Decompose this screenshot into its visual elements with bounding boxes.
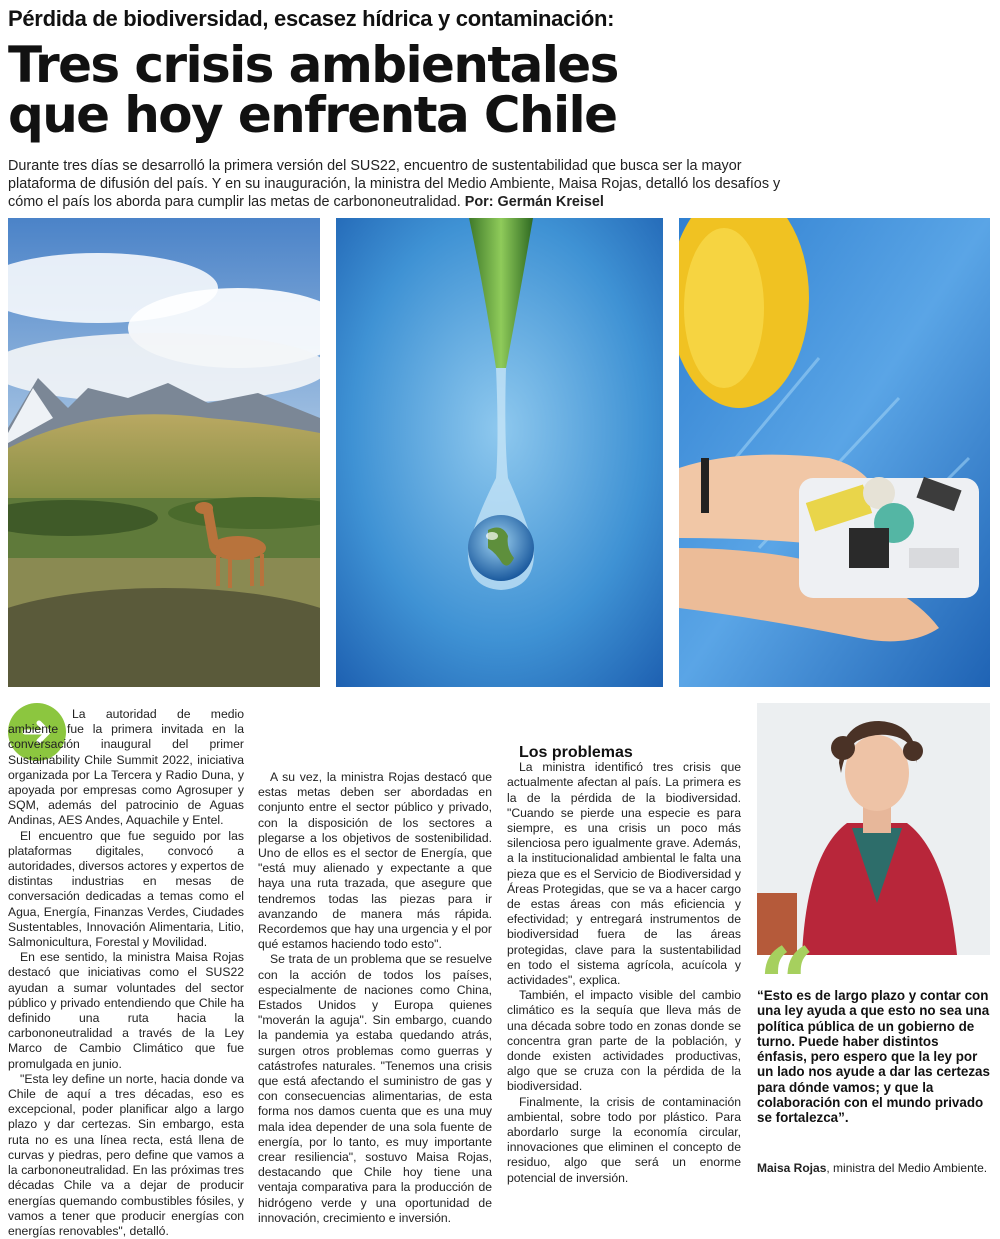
body-paragraph: El encuentro que fue seguido por las plataformas digitales, convocó a autoridades, diversos actores y expertos de distintas industrias en mesas de conversación dedicadas a temas como el Agua, Energía, Finanzas Verdes, Ciudades Sustentables, Innovación Alimentaria, Litio, Salmonicultura, Forestal y Movilidad. <box>8 828 244 950</box>
body-text: La autoridad de medio ambiente fue la primera invitada en la conversación inaugural del primer Sustainability Chile Summit 2022, iniciativa organizada por La Tercera y Radio Duna, y apoyada por empresas como Agrosuper y SQM, además del patrocinio de Aguas Andinas, AES Andes, Aquachile y Entel. <box>8 707 244 828</box>
portrait-photo <box>757 703 990 955</box>
headline-line-1: Tres crisis ambientales <box>8 36 618 94</box>
credit-role: , ministra del Medio Ambiente. <box>826 1161 988 1175</box>
body-paragraph: También, el impacto visible del cambio climático es la sequía que lleva más de una década sobre todo en zonas donde se concentra gran parte de la población, y donde existen actividades productivas, algo que se cruza con la pérdida de la biodiversidad. <box>507 988 741 1094</box>
byline: Por: Germán Kreisel <box>464 194 604 210</box>
headline-line-2: que hoy enfrenta Chile <box>8 86 617 144</box>
headline <box>8 36 808 144</box>
body-column-1 <box>8 707 244 1239</box>
body-paragraph: En ese sentido, la ministra Maisa Rojas destacó que iniciativas como el SUS22 ayudan a sumar voluntades del sector público y privado entendiendo que Chile ha definido una ruta hacia la carbononeutralidad a través de la Ley Marco de Cambio Climático que fue promulgada en junio. <box>8 950 244 1071</box>
body-column-2-content <box>258 770 492 1226</box>
lead-text: Durante tres días se desarrolló la primera versión del SUS22, encuentro de sustentabilidad que busca ser la mayor plataforma de difusión del país. Y en su inauguración, la ministra del Medio Ambiente, Maisa Rojas, detalló los desafíos y cómo el país los aborda para cumplir las metas de carbononeutralidad. <box>8 158 781 210</box>
hands-plastic-waste-image <box>679 218 990 687</box>
body-paragraph: Finalmente, la crisis de contaminación ambiental, sobre todo por plástico. Para abordarlo surge la economía circular, innovaciones que eliminen el concepto de residuo, algo que será un enorme potencial de inversión. <box>507 1094 741 1185</box>
body-column-3 <box>507 745 741 1186</box>
photo-plastic-hands <box>679 218 990 687</box>
water-drop-earth-image <box>336 218 663 687</box>
minister-portrait-image <box>757 703 990 955</box>
section-subhead: Los problemas <box>519 744 633 761</box>
quote-credit <box>757 1161 990 1176</box>
lead-paragraph <box>8 157 788 211</box>
credit-name: Maisa Rojas <box>757 1161 827 1175</box>
guanaco-landscape-image <box>8 218 320 687</box>
photo-water-drop <box>336 218 663 687</box>
body-paragraph: "Esta ley define un norte, hacia donde va Chile de aquí a tres décadas, eso es excepcional, poder planificar algo a largo plazo y dar certezas. Sin embargo, esta ruta no es una línea recta, está llena de curvas y piedras, pero define que vamos a la carbononeutralidad. En las próximas tres décadas Chile va a dejar de producir energías quemando combustibles fósiles, y vamos a tener que producir energías con energías renovables", detalló. <box>8 1071 244 1238</box>
quote-mark-icon: “ <box>758 926 816 1044</box>
pull-quote: “Esto es de largo plazo y contar con una ley ayuda a que esto no sea una política pública de un gobierno de turno. Puede haber distintos énfasis, pero espero que la ley por un lado nos ayude a dar las certezas para dónde vamos; y que la colaboración con el mundo privado se fortalezca”. <box>757 988 990 1126</box>
body-paragraph: La ministra identificó tres crisis que actualmente afectan al país. La primera es la de la pérdida de la biodiversidad. "Cuando se pierde una especie es para siempre, es una crisis un poco más silenciosa pero igualmente grave. Además, a la institucionalidad ambiental le falta una pieza que es el Servicio de Biodiversidad y Áreas Protegidas, que se va a hacer cargo de estas áreas con más eficiencia y efectividad; y entregará instrumentos de biodiversidad fuera de las áreas protegidas, clave para la sustentabilidad en todo el sistema agrícola, acuícola y actividades", explica. <box>507 760 741 988</box>
kicker: Pérdida de biodiversidad, escasez hídrica y contaminación: <box>8 6 615 31</box>
body-paragraph: A su vez, la ministra Rojas destacó que estas metas deben ser abordadas en conjunto entre el sector público y privado, con la disposición de los sectores a plegarse a los objetivos de sostenibilidad. Uno de ellos es el sector de Energía, que "está muy alienado y expectante a que haya una ruta trazada, que asegure que tendremos todas las piezas para ir avanzando de manera más rápida. Recordemos que hay una urgencia y el por qué estamos haciendo todo esto". <box>258 770 492 952</box>
photo-guanaco-landscape <box>8 218 320 687</box>
body-paragraph <box>8 707 244 829</box>
body-paragraph: Se trata de un problema que se resuelve con la acción de todos los países, especialmente de naciones como China, Estados Unidos y Europa quienes "moverán la aguja". Sin embargo, cuando la pandemia ya estaba quedando atrás, surgen otros problemas como guerras y catástrofes naturales. "Tenemos una crisis que está afectando el suministro de gas y con consecuencias alimentarias, de esta forma nos damos cuenta que es una muy mala idea depender de una sola fuente de energía, por lo tanto, es muy importante crear resiliencia", sostuvo Maisa Rojas, destacando que Chile hoy tiene una ventaja comparativa para la producción de hidrógeno verde y una oportunidad de innovación, crecimiento e inversión. <box>258 952 492 1225</box>
